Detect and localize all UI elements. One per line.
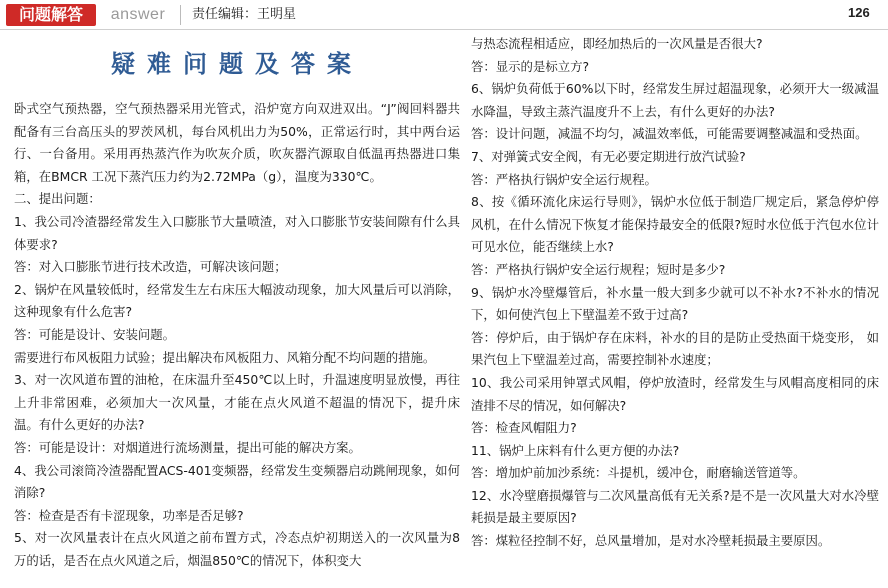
editor-credit: 责任编辑：王明星: [192, 7, 297, 22]
answer: 答：增加炉前加沙系统：斗提机，缓冲仓，耐磨输送管道等。: [471, 465, 806, 481]
answer: 答：可能是设计、安装问题。: [14, 326, 176, 342]
answer: 答：检查风帽阻力?: [471, 420, 577, 436]
section-tag: 问题解答: [6, 4, 96, 26]
answer: 答：检查是否有卡涩现象，功率是否足够?: [14, 507, 244, 523]
answer: 答：煤粒径控制不好，总风量增加，是对水冷壁耗损最主要原因。: [471, 533, 831, 549]
header-divider: [180, 5, 181, 25]
answer: 答：对入口膨胀节进行技术改造，可解决该问题；: [14, 259, 287, 275]
article-title: 疑难问题及答案: [111, 50, 363, 78]
answer: 答：严格执行锅炉安全运行规程。: [471, 171, 657, 187]
question: 8、按《循环流化床运行导则》，锅炉水位低于制造厂规定后，紧急停炉停风机，在什么情况下恢复才能保持最安全的低限?短时水位低于汽包水位计可见水位，能否继续上水?: [471, 194, 879, 255]
answer: 答：严格执行锅炉安全运行规程；短时是多少?: [471, 261, 726, 277]
right-column: [471, 33, 879, 553]
left-column: [14, 98, 460, 572]
question: 与热态流程相适应，即经加热后的一次风量是否很大?: [471, 36, 763, 51]
answer: 答：设计问题，减温不均匀，减温效率低，可能需要调整减温和受热面。: [471, 126, 868, 142]
question: 4、我公司滚筒冷渣器配置ACS-401变频器，经常发生变频器启动跳闸现象，如何消除?: [14, 462, 460, 501]
question: 6、锅炉负荷低于60%以下时，经常发生屏过超温现象，必须开大一级减温水降温，导致主蒸汽温度升不上去，有什么更好的办法?: [471, 81, 879, 119]
header-rule: [0, 29, 888, 30]
answer: 答：可能是设计：对烟道进行流场测量，提出可能的解决方案。: [14, 439, 361, 455]
question: 9、锅炉水冷壁爆管后，补水量一般大到多少就可以不补水?不补水的情况下，如何使汽包上下壁温差不致于过高?: [471, 284, 879, 323]
question: 1、我公司冷渣器经常发生入口膨胀节大量喷渣，对入口膨胀节安装间隙有什么具体要求?: [14, 213, 460, 252]
answer: 答：停炉后，由于锅炉存在床料，补水的目的是防止受热面干烧变形， 如果汽包上下壁温差过高，需要控制补水速度；: [471, 329, 879, 368]
section-tag-english: answer: [110, 6, 166, 23]
page-number: 126: [848, 5, 870, 20]
section-heading: 二、提出问题：: [14, 191, 101, 207]
question: 5、对一次风量表计在点火风道之前布置方式，冷态点炉初期送入的一次风量为8万的话，是否在点火风道之后，烟温850℃的情况下，体积变大: [14, 530, 460, 568]
page-header: [0, 0, 888, 30]
question: 7、对弹簧式安全阀，有无必要定期进行放汽试验?: [471, 148, 746, 164]
question: 11、锅炉上床料有什么更方便的办法?: [471, 442, 680, 458]
answer: 需要进行布风板阻力试验；提出解决布风板阻力、风箱分配不均问题的措施。: [14, 349, 436, 365]
question: 3、对一次风道布置的油枪，在床温升至450℃以上时，升温速度明显放慢，再往上升非常困难，必须加大一次风量，才能在点火风道不超温的情况下，提升床温。有什么更好的办法?: [14, 372, 460, 433]
question: 2、锅炉在风量较低时，经常发生左右床压大幅波动现象，加大风量后可以消除，这种现象有什么危害?: [14, 281, 460, 320]
question: 12、水冷壁磨损爆管与二次风量高低有无关系?是不是一次风量大对水冷壁耗损是最主要原因?: [471, 487, 879, 526]
question: 10、我公司采用钟罩式风帽，停炉放渣时，经常发生与风帽高度相同的床渣排不尽的情况，如何解决?: [471, 374, 879, 413]
answer: 答：显示的是标立方?: [471, 58, 590, 74]
paragraph: 卧式空气预热器，空气预热器采用光管式，沿炉宽方向双进双出。“J”阀回料器共配备有三台高压头的罗茨风机，每台风机出力为50%，正常运行时，其中两台运行、一台备用。采用再热蒸汽作为吹灰介质，吹灰器汽源取自低温再热器进口集箱，在BMCR 工况下蒸汽压力约为2.72MPa（g），温度为330℃。: [14, 101, 460, 184]
